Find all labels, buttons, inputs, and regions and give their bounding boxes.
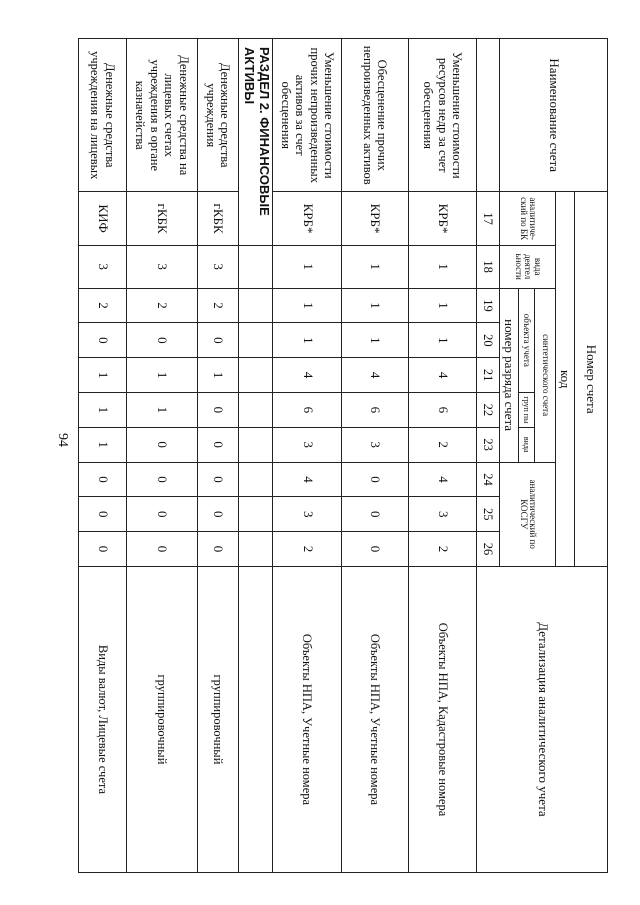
value-23: 0 <box>197 427 239 462</box>
table-row <box>342 39 409 873</box>
value-26: 0 <box>126 532 197 567</box>
value-20: 0 <box>79 323 127 358</box>
table-row <box>408 39 477 873</box>
empty-cell <box>239 358 273 393</box>
empty-cell <box>239 288 273 323</box>
value-22: 6 <box>273 393 342 428</box>
value-19: 1 <box>408 288 477 323</box>
table-row <box>79 39 127 873</box>
value-19: 1 <box>273 288 342 323</box>
header-code: код <box>556 192 575 566</box>
value-17: КИФ <box>79 192 127 245</box>
header-activity-type: вида деятел ьности <box>500 245 556 288</box>
detail-cell: Объекты НПА, Учетные номера <box>342 566 409 872</box>
value-25: 0 <box>79 497 127 532</box>
header-account-number: Номер счета <box>574 192 607 566</box>
value-23: 2 <box>408 427 477 462</box>
value-21: 4 <box>273 358 342 393</box>
value-24: 0 <box>197 462 239 497</box>
value-21: 1 <box>126 358 197 393</box>
value-22: 6 <box>342 393 409 428</box>
value-18: 1 <box>273 245 342 288</box>
value-18: 1 <box>408 245 477 288</box>
value-19: 1 <box>342 288 409 323</box>
value-21: 1 <box>197 358 239 393</box>
value-21: 4 <box>408 358 477 393</box>
value-25: 0 <box>126 497 197 532</box>
value-20: 0 <box>197 323 239 358</box>
empty-cell <box>239 462 273 497</box>
account-name: Денежные средства учреждения на лицевых <box>79 39 127 192</box>
account-name: Денежные средства учреждения <box>197 39 239 192</box>
empty-cell <box>239 497 273 532</box>
value-18: 1 <box>342 245 409 288</box>
value-19: 2 <box>197 288 239 323</box>
header-analytic-kosgu: аналитический по КОСГУ <box>500 462 556 566</box>
value-26: 2 <box>273 532 342 567</box>
value-22: 1 <box>79 393 127 428</box>
header-group: груп пы <box>518 393 535 428</box>
value-26: 0 <box>197 532 239 567</box>
digit-22: 22 <box>477 393 500 428</box>
value-17: КРБ* <box>408 192 477 245</box>
detail-cell: Виды валют, Лицевые счета <box>79 566 127 872</box>
digit-19: 19 <box>477 288 500 323</box>
digit-20: 20 <box>477 323 500 358</box>
value-25: 0 <box>342 497 409 532</box>
value-20: 0 <box>126 323 197 358</box>
account-name: Уменьшение стоимости прочих непроизведенных активов за счет обесценения <box>273 39 342 192</box>
value-18: 3 <box>126 245 197 288</box>
value-17: гКБК <box>197 192 239 245</box>
value-19: 2 <box>126 288 197 323</box>
digit-21: 21 <box>477 358 500 393</box>
section-row <box>239 39 273 873</box>
table-row <box>126 39 197 873</box>
digit-24: 24 <box>477 462 500 497</box>
value-25: 3 <box>273 497 342 532</box>
digit-26: 26 <box>477 532 500 567</box>
page-number: 94 <box>55 433 70 447</box>
value-22: 0 <box>197 393 239 428</box>
empty-cell <box>239 323 273 358</box>
value-22: 6 <box>408 393 477 428</box>
value-18: 3 <box>79 245 127 288</box>
detail-cell: группировочный <box>197 566 239 872</box>
detail-cell: Объекты НПА, Учетные номера <box>273 566 342 872</box>
account-name: Обесценение прочих непроизведенных активов <box>342 39 409 192</box>
value-17: гКБК <box>126 192 197 245</box>
value-24: 4 <box>273 462 342 497</box>
value-26: 0 <box>79 532 127 567</box>
rotated-document <box>78 38 608 873</box>
empty-cell <box>477 39 500 192</box>
header-synthetic: синтетического счета <box>535 288 556 462</box>
value-24: 0 <box>126 462 197 497</box>
value-23: 3 <box>273 427 342 462</box>
header-name: Наименование счета <box>500 39 608 192</box>
header-object: объекта учета <box>518 288 535 392</box>
value-24: 0 <box>79 462 127 497</box>
value-26: 2 <box>408 532 477 567</box>
value-25: 3 <box>408 497 477 532</box>
digit-17: 17 <box>477 192 500 245</box>
table-row <box>273 39 342 873</box>
value-21: 1 <box>79 358 127 393</box>
detail-cell: Объекты НПА, Кадастровые номера <box>408 566 477 872</box>
value-25: 0 <box>197 497 239 532</box>
account-table <box>78 38 608 873</box>
value-19: 2 <box>79 288 127 323</box>
value-18: 3 <box>197 245 239 288</box>
value-20: 1 <box>342 323 409 358</box>
digit-18: 18 <box>477 245 500 288</box>
empty-cell <box>239 245 273 288</box>
header-digit-number: номер разряда счета <box>500 288 519 462</box>
digit-25: 25 <box>477 497 500 532</box>
value-26: 0 <box>342 532 409 567</box>
value-23: 3 <box>342 427 409 462</box>
value-22: 1 <box>126 393 197 428</box>
account-name: Денежные средства на лицевых счетах учреждения в органе казначейства <box>126 39 197 192</box>
digit-23: 23 <box>477 427 500 462</box>
value-23: 1 <box>79 427 127 462</box>
value-17: КРБ* <box>342 192 409 245</box>
value-23: 0 <box>126 427 197 462</box>
header-analytic-bk: аналитический по БК <box>500 192 556 245</box>
value-21: 4 <box>342 358 409 393</box>
empty-cell <box>239 427 273 462</box>
empty-cell <box>239 566 273 872</box>
header-detail: Детализация аналитического учета <box>477 566 608 872</box>
value-17: КРБ* <box>273 192 342 245</box>
value-20: 1 <box>273 323 342 358</box>
value-24: 4 <box>408 462 477 497</box>
detail-cell: группировочный <box>126 566 197 872</box>
account-name: Уменьшение стоимости ресурсов недр за счет обесценения <box>408 39 477 192</box>
empty-cell <box>239 393 273 428</box>
section-title: РАЗДЕЛ 2. ФИНАНСОВЫЕ АКТИВЫ <box>239 39 273 246</box>
value-20: 1 <box>408 323 477 358</box>
table-row <box>197 39 239 873</box>
header-kind: вида <box>518 427 535 462</box>
empty-cell <box>239 532 273 567</box>
value-24: 0 <box>342 462 409 497</box>
